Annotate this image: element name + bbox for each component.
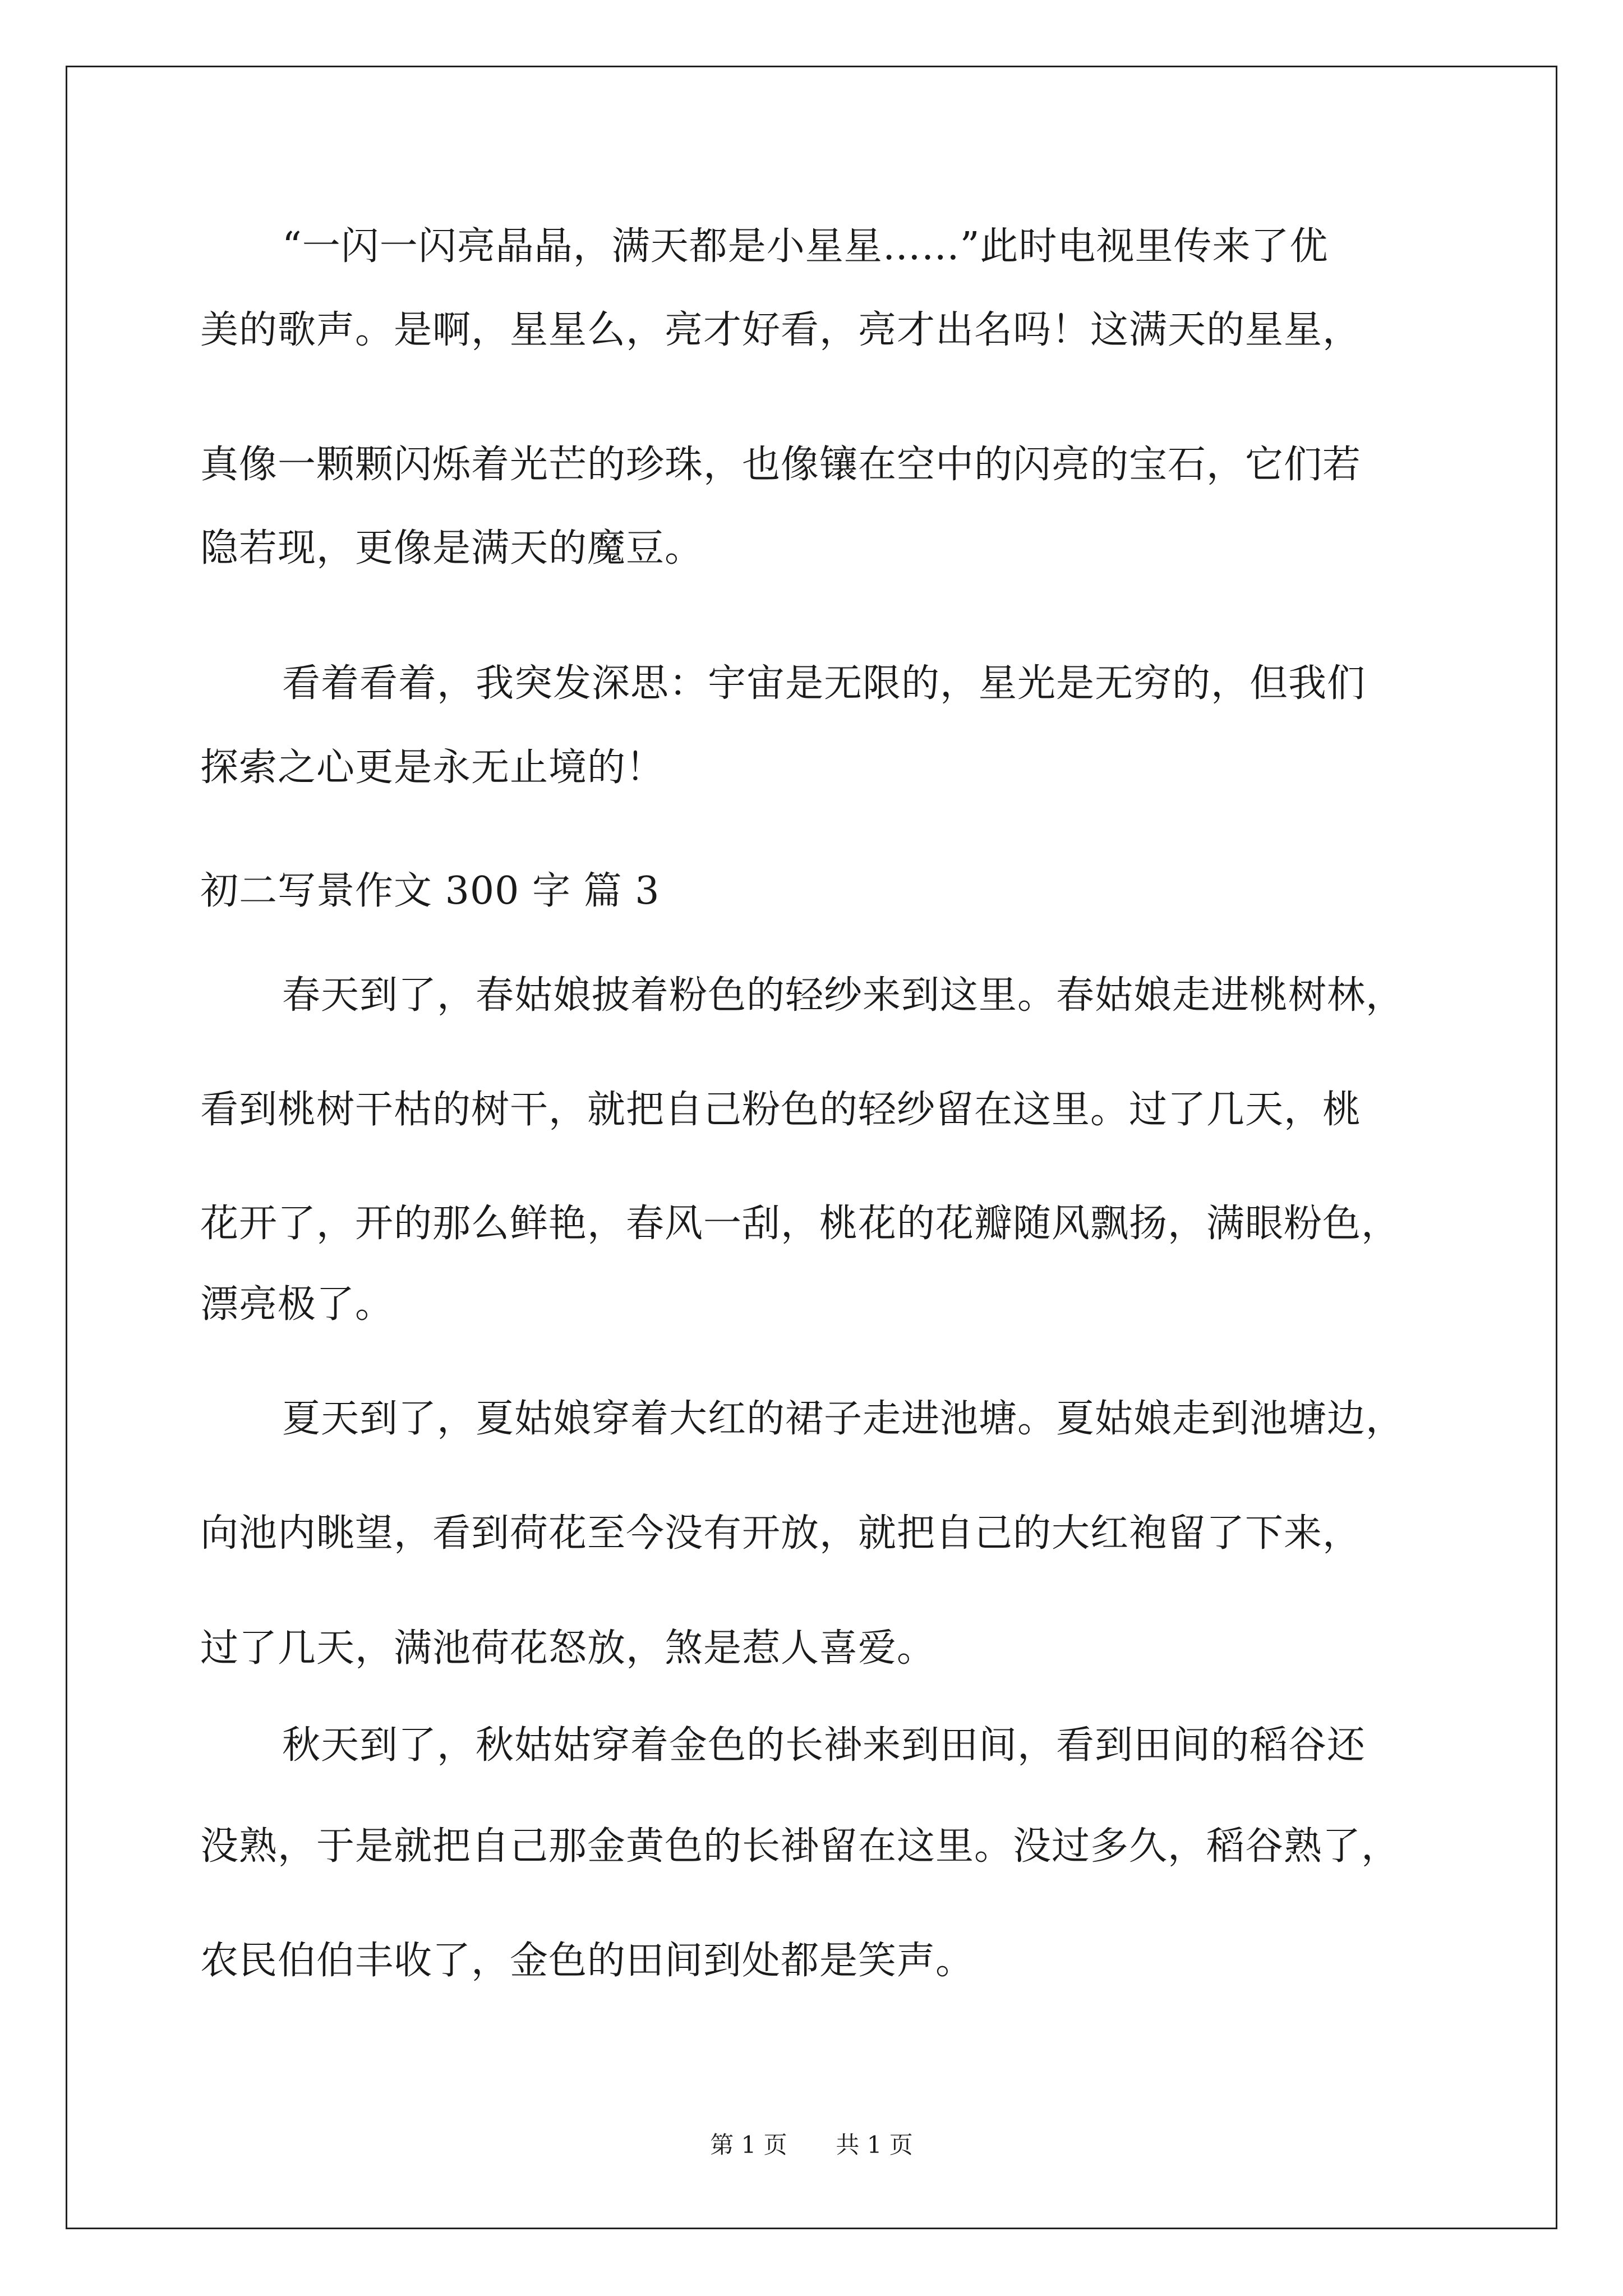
paragraph-3-line-1: 春天到了，春姑娘披着粉色的轻纱来到这里。春姑娘走进桃树林，: [282, 973, 1405, 1018]
section-heading: 初二写景作文 300 字 篇 3: [200, 869, 660, 913]
paragraph-1-line-1: “一闪一闪亮晶晶，满天都是小星星……”此时电视里传来了优: [282, 224, 1329, 269]
paragraph-5-line-2: 没熟，于是就把自己那金黄色的长褂留在这里。没过多久，稻谷熟了，: [200, 1824, 1400, 1869]
paragraph-4-line-2: 向池内眺望，看到荷花至今没有开放，就把自己的大红袍留了下来，: [200, 1511, 1362, 1556]
page-number: 第 1 页: [710, 2131, 787, 2159]
paragraph-4-line-3: 过了几天，满池荷花怒放，煞是惹人喜爱。: [200, 1626, 936, 1671]
paragraph-3-line-3: 花开了，开的那么鲜艳，春风一刮，桃花的花瓣随风飘扬，满眼粉色，: [200, 1202, 1400, 1246]
paragraph-1-line-2: 美的歌声。是啊，星星么，亮才好看，亮才出名吗！这满天的星星，: [200, 308, 1362, 352]
page-total: 共 1 页: [836, 2131, 913, 2159]
paragraph-2-line-2: 探索之心更是永无止境的！: [200, 746, 665, 790]
paragraph-2-line-1: 看着看着，我突发深思：宇宙是无限的，星光是无穷的，但我们: [282, 661, 1366, 706]
paragraph-3-line-4: 漂亮极了。: [200, 1282, 394, 1327]
paragraph-5-line-3: 农民伯伯丰收了，金色的田间到处都是笑声。: [200, 1939, 975, 1983]
paragraph-1-line-3: 真像一颗颗闪烁着光芒的珍珠，也像镶在空中的闪亮的宝石，它们若: [200, 443, 1362, 487]
paragraph-4-line-1: 夏天到了，夏姑娘穿着大红的裙子走进池塘。夏姑娘走到池塘边，: [282, 1397, 1405, 1441]
page-border: [66, 66, 1557, 2229]
paragraph-5-line-1: 秋天到了，秋姑姑穿着金色的长褂来到田间，看到田间的稻谷还: [282, 1723, 1366, 1768]
paragraph-1-line-4: 隐若现，更像是满天的魔豆。: [200, 526, 704, 570]
page-footer: [0, 2133, 1623, 2157]
paragraph-3-line-2: 看到桃树干枯的树干，就把自己粉色的轻纱留在这里。过了几天，桃: [200, 1088, 1362, 1132]
